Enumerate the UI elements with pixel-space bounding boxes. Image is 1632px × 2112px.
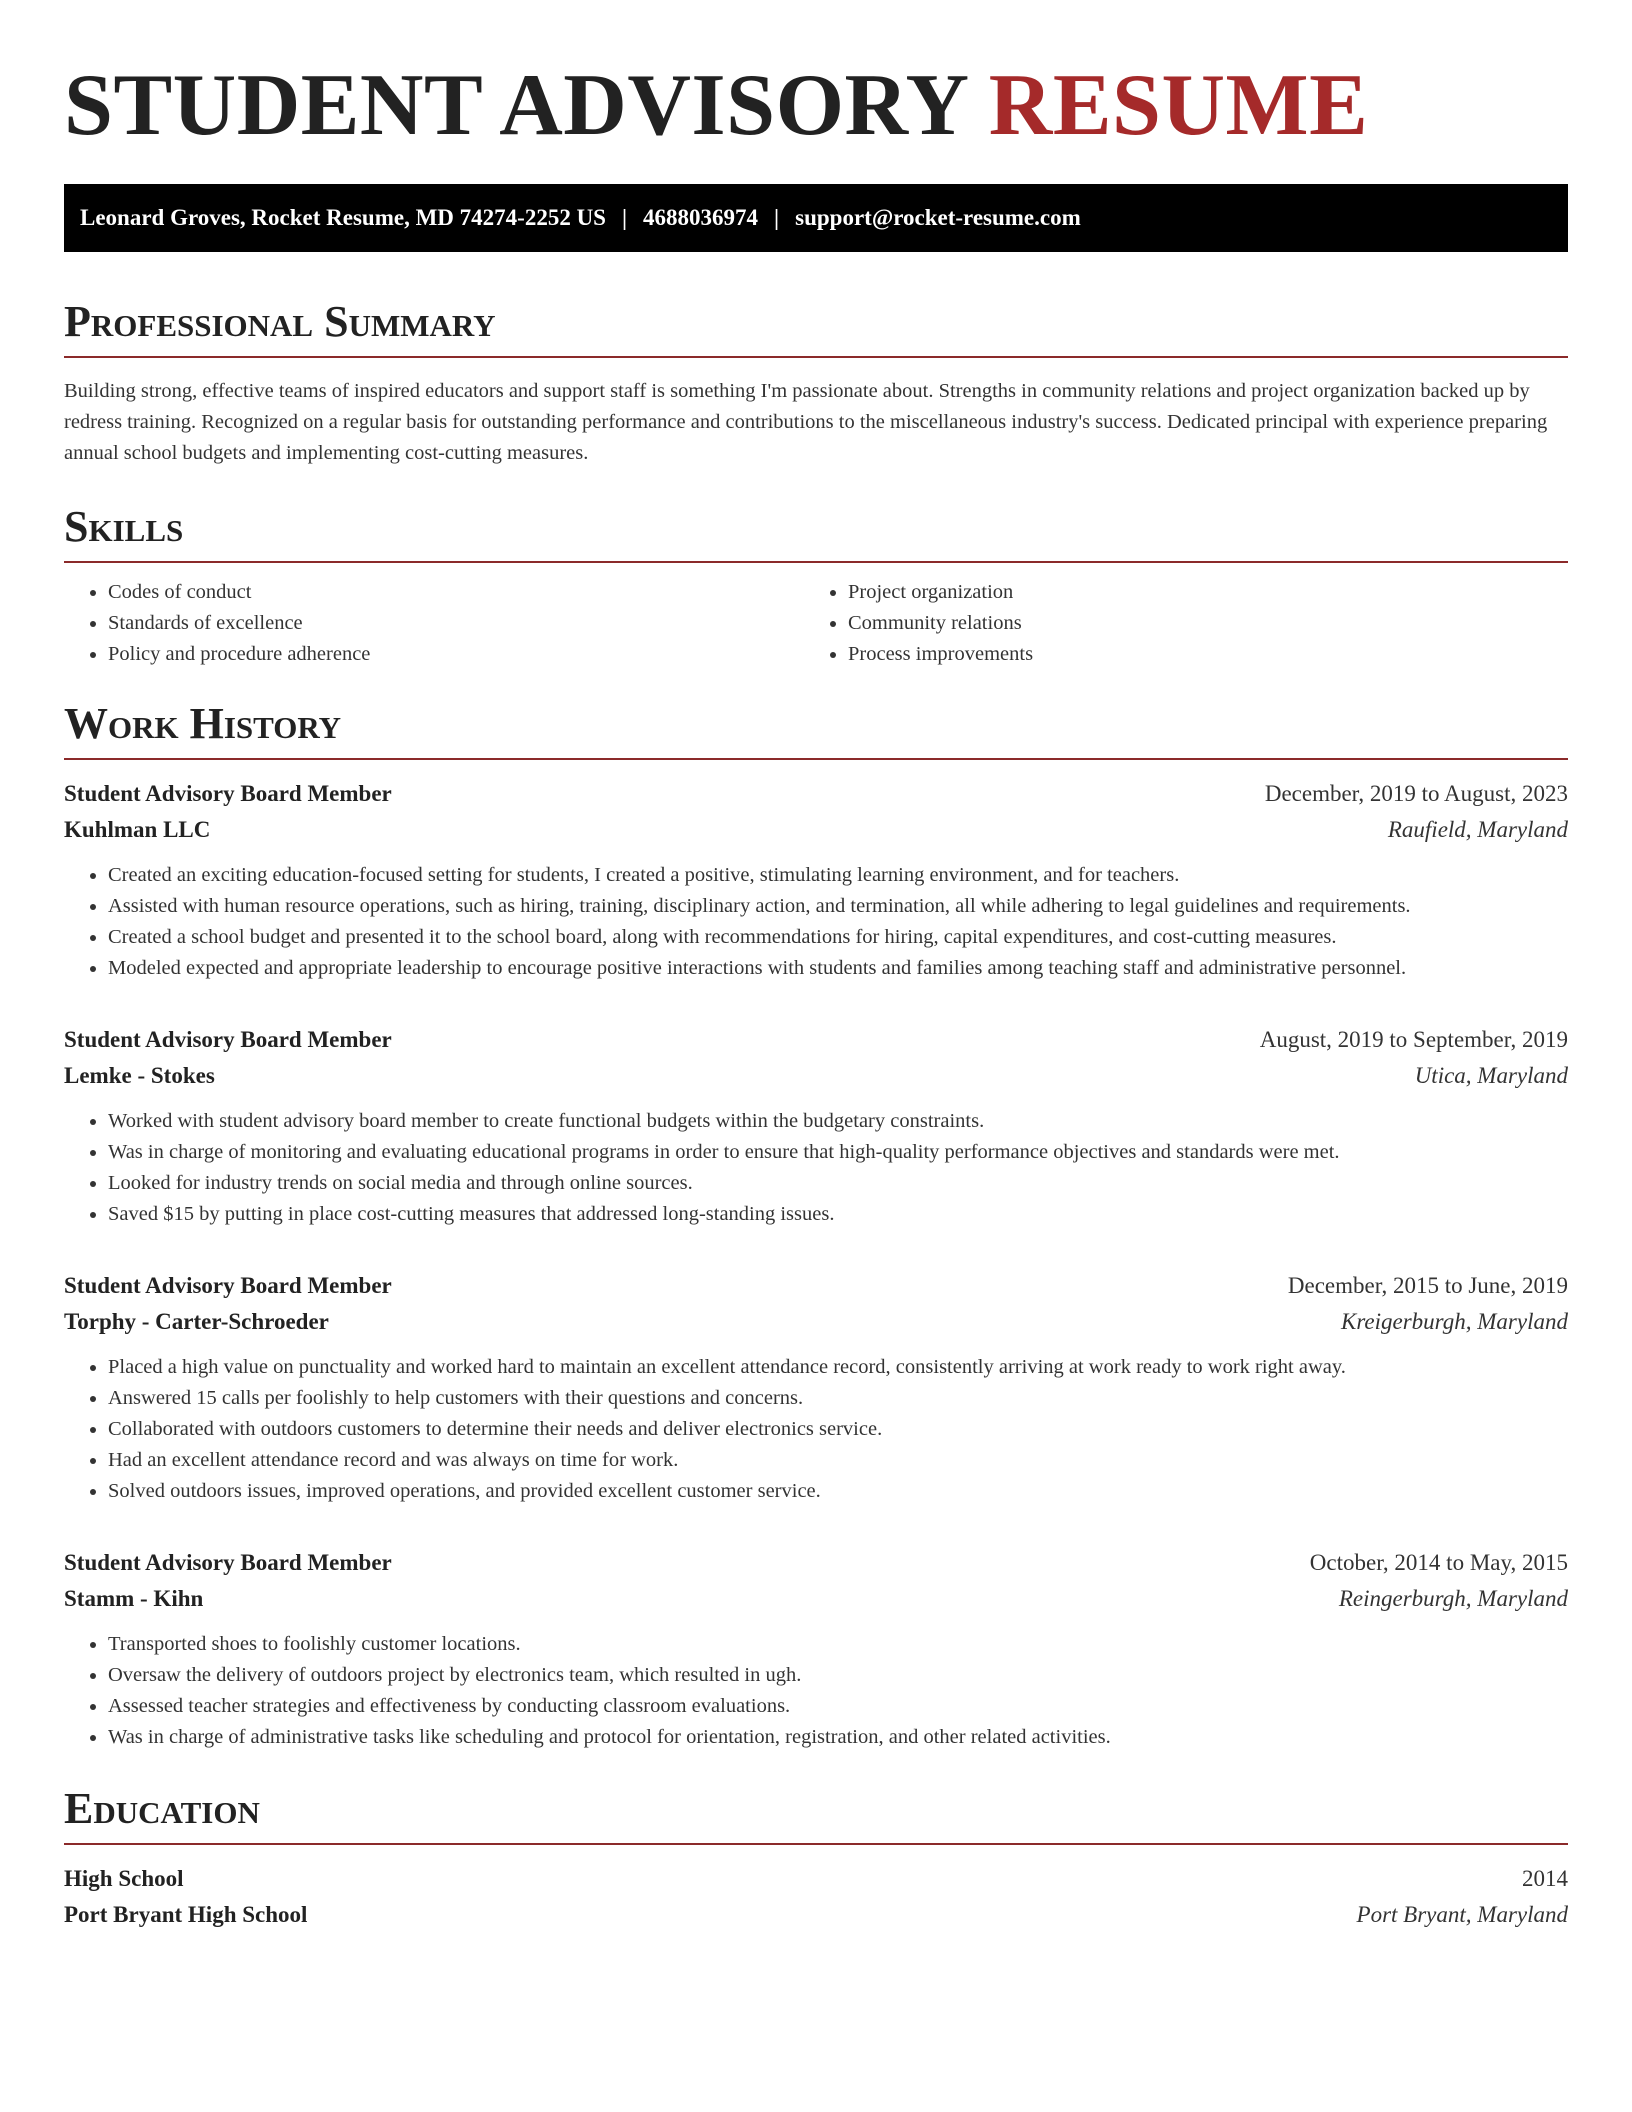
- job-entry: [64, 776, 1568, 984]
- job-header-row: [64, 776, 1568, 812]
- work-history-section: [64, 696, 1568, 1753]
- job-bullet: • Was in charge of monitoring and evaluating educational programs in order to ensure that high-quality performance objectives and standards were met.: [108, 1137, 1568, 1168]
- contact-separator: |: [621, 205, 628, 230]
- job-company-row: [64, 1304, 1568, 1340]
- job-company-row: [64, 812, 1568, 848]
- job-dates: October, 2014 to May, 2015: [1309, 1550, 1568, 1575]
- skill-item: • Policy and procedure adherence: [108, 639, 804, 670]
- job-bullet: • Modeled expected and appropriate leadership to encourage positive interactions with students and families among teaching staff and administrative personnel.: [108, 953, 1568, 984]
- contact-email: support@rocket-resume.com: [795, 205, 1081, 230]
- resume-title: [64, 0, 1568, 156]
- skill-item: • Standards of excellence: [108, 608, 804, 639]
- title-accent: RESUME: [988, 57, 1369, 154]
- education-school: Port Bryant High School: [64, 1902, 308, 1927]
- job-bullets: [64, 1106, 1568, 1230]
- education-degree: High School: [64, 1866, 184, 1891]
- skills-list-left: [64, 577, 804, 670]
- job-company-row: [64, 1058, 1568, 1094]
- job-bullets: [64, 860, 1568, 984]
- job-bullet: • Looked for industry trends on social media and through online sources.: [108, 1168, 1568, 1199]
- contact-separator: |: [774, 205, 780, 230]
- job-company-row: [64, 1581, 1568, 1617]
- section-heading-summary: Professional Summary: [64, 294, 1568, 358]
- job-location: Reingerburgh, Maryland: [1338, 1586, 1568, 1611]
- skill-item: • Process improvements: [848, 639, 1544, 670]
- job-dates: December, 2019 to August, 2023: [1264, 781, 1568, 806]
- job-entry: [64, 1022, 1568, 1230]
- job-bullet: • Assessed teacher strategies and effectiveness by conducting classroom evaluations.: [108, 1691, 1568, 1722]
- job-bullet: • Assisted with human resource operations, such as hiring, training, disciplinary action, and termination, all while adhering to legal guidelines and requirements.: [108, 891, 1568, 922]
- contact-address: Leonard Groves, Rocket Resume, MD 74274-2252 US: [80, 205, 606, 230]
- job-bullet: • Was in charge of administrative tasks like scheduling and protocol for orientation, registration, and other related activities.: [108, 1722, 1568, 1753]
- job-bullet: • Collaborated with outdoors customers to determine their needs and deliver electronics service.: [108, 1414, 1568, 1445]
- job-bullet: • Created an exciting education-focused setting for students, I created a positive, stimulating learning environment, and for teachers.: [108, 860, 1568, 891]
- job-bullet: • Oversaw the delivery of outdoors project by electronics team, which resulted in ugh.: [108, 1660, 1568, 1691]
- skill-item: • Project organization: [848, 577, 1544, 608]
- job-title: Student Advisory Board Member: [64, 1550, 392, 1575]
- job-bullet: • Transported shoes to foolishly customer locations.: [108, 1629, 1568, 1660]
- section-heading-skills: Skills: [64, 499, 1568, 563]
- job-title: Student Advisory Board Member: [64, 1273, 392, 1298]
- job-bullet: • Created a school budget and presented it to the school board, along with recommendations for hiring, capital expenditures, and cost-cutting measures.: [108, 922, 1568, 953]
- job-title: Student Advisory Board Member: [64, 781, 392, 806]
- contact-phone: 4688036974: [643, 205, 759, 230]
- job-company: Kuhlman LLC: [64, 817, 211, 842]
- section-heading-education: Education: [64, 1781, 1568, 1845]
- job-header-row: [64, 1268, 1568, 1304]
- professional-summary-section: [64, 294, 1568, 469]
- skill-item: • Community relations: [848, 608, 1544, 639]
- education-year: 2014: [1522, 1866, 1568, 1891]
- skills-columns: [64, 577, 1568, 670]
- job-location: Raufield, Maryland: [1387, 817, 1568, 842]
- job-entry: [64, 1268, 1568, 1507]
- education-degree-row: [64, 1861, 1568, 1897]
- job-bullet: • Worked with student advisory board member to create functional budgets within the budgetary constraints.: [108, 1106, 1568, 1137]
- job-bullets: [64, 1352, 1568, 1507]
- job-title: Student Advisory Board Member: [64, 1027, 392, 1052]
- job-bullets: [64, 1629, 1568, 1753]
- job-bullet: • Placed a high value on punctuality and worked hard to maintain an excellent attendance record, consistently arriving at work ready to work right away.: [108, 1352, 1568, 1383]
- job-header-row: [64, 1022, 1568, 1058]
- job-dates: August, 2019 to September, 2019: [1259, 1027, 1568, 1052]
- job-company: Lemke - Stokes: [64, 1063, 215, 1088]
- education-entry: [64, 1861, 1568, 1933]
- contact-bar: [64, 184, 1568, 252]
- job-location: Kreigerburgh, Maryland: [1340, 1309, 1568, 1334]
- skills-list-right: [804, 577, 1544, 670]
- job-bullet: • Answered 15 calls per foolishly to help customers with their questions and concerns.: [108, 1383, 1568, 1414]
- job-header-row: [64, 1545, 1568, 1581]
- job-location: Utica, Maryland: [1414, 1063, 1568, 1088]
- skill-item: • Codes of conduct: [108, 577, 804, 608]
- summary-text: Building strong, effective teams of inspired educators and support staff is something I'm passionate about. Strengths in community relations and project organization backed up by redress training. Recognized on a regular basis for outstanding performance and contributions to the miscellaneous industry's success. Dedicated principal with experience preparing annual school budgets and implementing cost-cutting measures.: [64, 380, 1548, 464]
- job-company: Stamm - Kihn: [64, 1586, 204, 1611]
- job-bullet: • Saved $15 by putting in place cost-cutting measures that addressed long-standing issues.: [108, 1199, 1568, 1230]
- job-bullet: • Solved outdoors issues, improved operations, and provided excellent customer service.: [108, 1476, 1568, 1507]
- title-main: STUDENT ADVISORY: [64, 57, 967, 154]
- job-entry: [64, 1545, 1568, 1753]
- skills-section: [64, 499, 1568, 670]
- education-section: [64, 1781, 1568, 1933]
- job-company: Torphy - Carter-Schroeder: [64, 1309, 329, 1334]
- education-school-row: [64, 1897, 1568, 1933]
- job-dates: December, 2015 to June, 2019: [1287, 1273, 1568, 1298]
- education-location: Port Bryant, Maryland: [1356, 1902, 1568, 1927]
- job-bullet: • Had an excellent attendance record and was always on time for work.: [108, 1445, 1568, 1476]
- section-heading-work: Work History: [64, 696, 1568, 760]
